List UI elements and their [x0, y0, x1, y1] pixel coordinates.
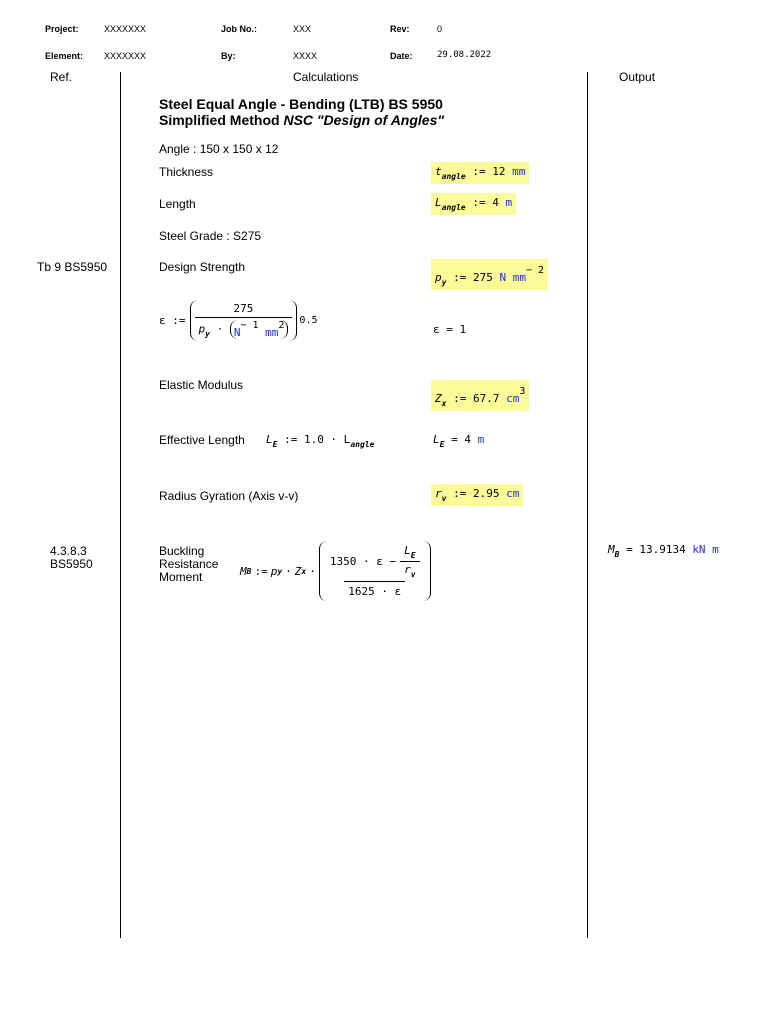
date-value: 29.08.2022: [437, 50, 492, 60]
design-strength-formula: $p_y$ := 275 N mm− 2: [431, 259, 548, 290]
elastic-modulus-label: Elastic Modulus: [159, 378, 244, 392]
project-value: XXXXXXX: [104, 24, 147, 34]
angle-label: Angle : 150 x 150 x 12: [159, 142, 279, 156]
length-label: Length: [159, 197, 196, 211]
calc-title-line2: Simplified Method NSC "Design of Angles": [159, 112, 445, 128]
element-label: Element:: [45, 51, 84, 61]
elastic-modulus-formula: $Z_x$ := 67.7 cm3: [431, 380, 529, 411]
effective-length-result: $L_E = 4$ m: [433, 433, 485, 449]
length-formula: $L_{angle}$ := 4 m: [431, 193, 516, 215]
buckling-formula: M B := p y · Z x · 1350 · ε − $\frac{L_E}{r_v}$ 1625 · ε: [240, 541, 431, 601]
buckling-label-line3: Moment: [159, 570, 203, 584]
thickness-label: Thickness: [159, 165, 214, 179]
buckling-label-line2: Resistance: [159, 557, 219, 571]
ref-column-title: Ref.: [50, 70, 73, 84]
radius-gyration-formula: $r_v$ := 2.95 cm: [431, 484, 523, 506]
buckling-label-line1: Buckling: [159, 544, 205, 558]
radius-gyration-label: Radius Gyration (Axis v-v): [159, 489, 299, 503]
design-strength-ref: Tb 9 BS5950: [37, 260, 108, 274]
buckling-ref-line2: BS5950: [50, 557, 93, 571]
project-label: Project:: [45, 24, 79, 34]
by-value: XXXX: [293, 51, 318, 61]
thickness-formula: $t_{angle}$ := 12 mm: [431, 162, 529, 184]
effective-length-label: Effective Length: [159, 433, 245, 447]
jobno-value: XXX: [293, 24, 312, 34]
date-label: Date:: [390, 51, 413, 61]
steel-grade-label: Steel Grade : S275: [159, 229, 262, 243]
effective-length-formula: $L_E$ := $1.0 \cdot L_{angle}$: [266, 433, 375, 449]
right-column-divider: [587, 72, 588, 938]
design-strength-label: Design Strength: [159, 260, 246, 274]
buckling-moment-output: $M_B = 13.9134$ kN m: [608, 543, 719, 559]
jobno-label: Job No.:: [221, 24, 257, 34]
output-column-title: Output: [619, 70, 656, 84]
calc-title-line1: Steel Equal Angle - Bending (LTB) BS 5950: [159, 96, 443, 112]
buckling-ref-line1: 4.3.8.3: [50, 544, 87, 558]
element-value: XXXXXXX: [104, 51, 147, 61]
left-column-divider: [120, 72, 121, 938]
epsilon-result: ε = 1: [433, 323, 467, 336]
epsilon-formula: ε := $\frac{275}{p_y \cdot N- 1 mm2}$ 0.5: [159, 302, 318, 339]
rev-value: 0: [437, 24, 443, 34]
by-label: By:: [221, 51, 236, 61]
rev-label: Rev:: [390, 24, 410, 34]
calculations-column-title: Calculations: [293, 70, 359, 84]
